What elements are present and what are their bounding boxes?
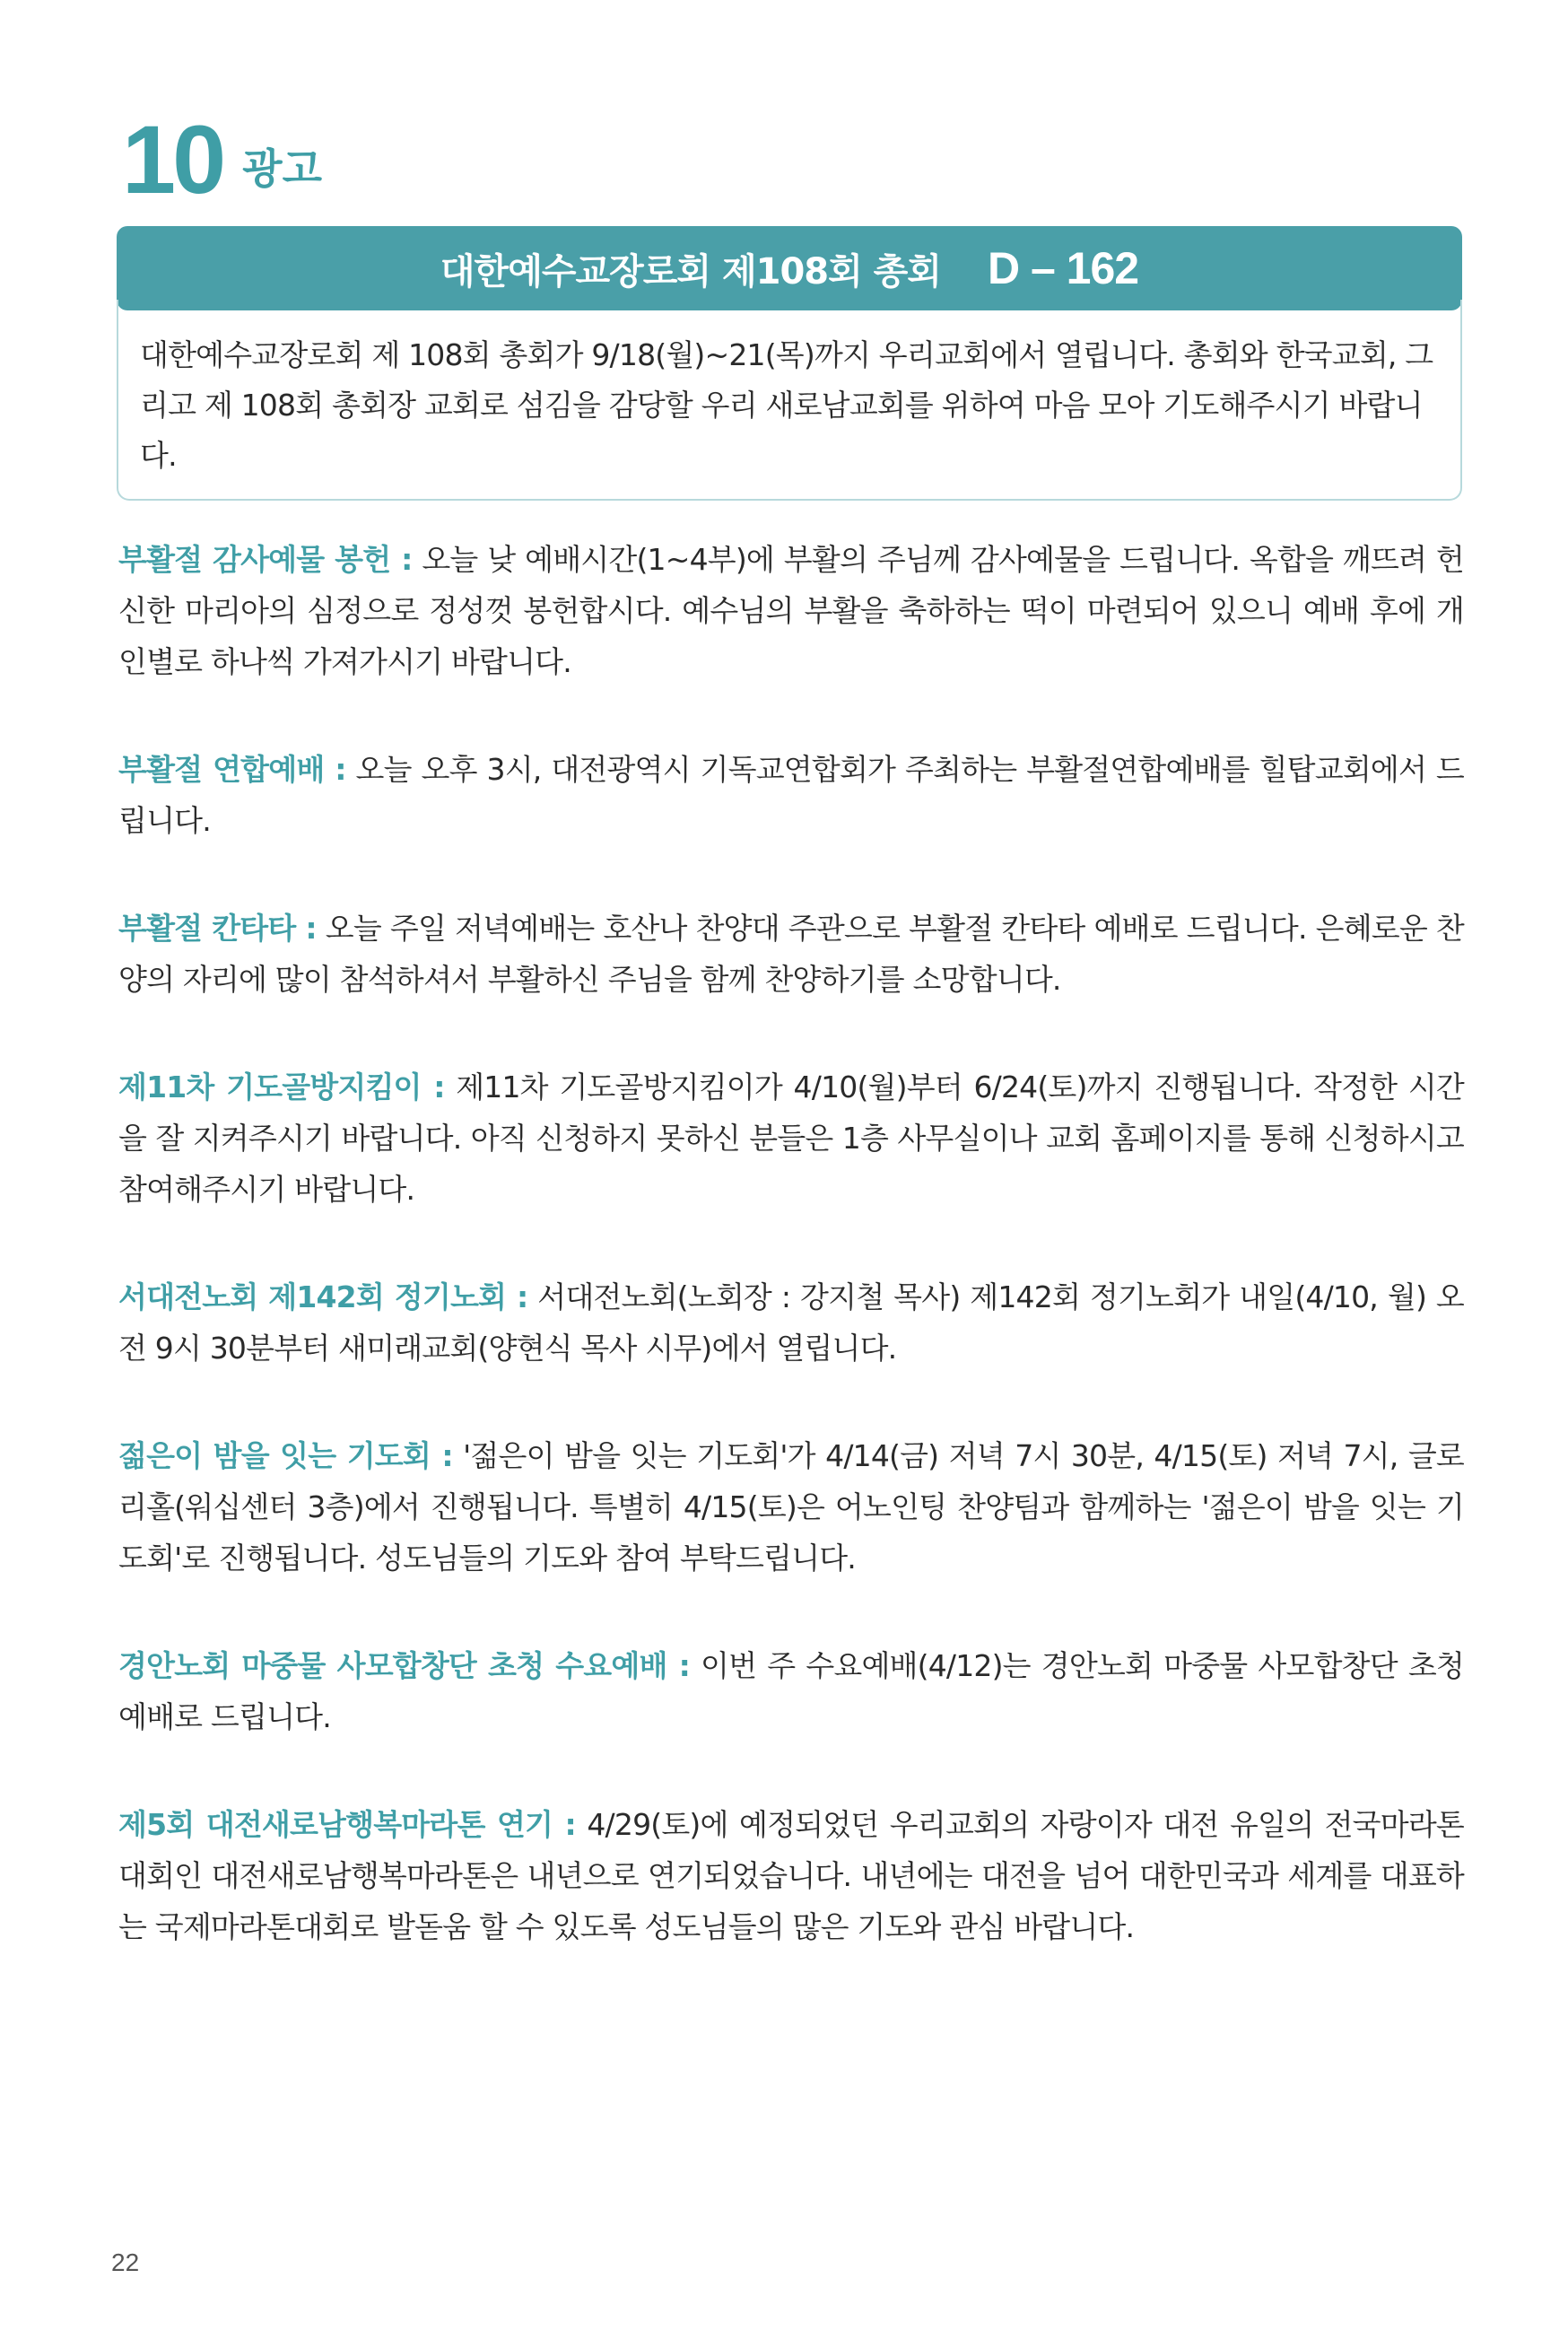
- notice-title: 제5회 대전새로남행복마라톤 연기 :: [118, 1807, 576, 1842]
- notice-item: [118, 1430, 1464, 1584]
- footer-page-number: 22: [111, 2248, 140, 2276]
- banner-header: [117, 226, 1462, 310]
- notice-text: 제11차 기도골방지킴이가 4/10(월)부터 6/24(토)까지 진행됩니다. 작정한 시간을 잘 지켜주시기 바랍니다. 아직 신청하지 못하신 분들은 1층 사무실이나 교회 홈페이지를 통해 신청하시고 참여해주시기 바랍니다.: [118, 1069, 1464, 1207]
- notice-title: 부활절 연합예배 :: [118, 752, 346, 787]
- page-header: [122, 105, 323, 214]
- notice-text: 오늘 오후 3시, 대전광역시 기독교연합회가 주최하는 부활절연합예배를 힐탑교회에서 드립니다.: [118, 752, 1464, 838]
- notice-title: 서대전노회 제142회 정기노회 :: [118, 1279, 528, 1314]
- notice-text: 오늘 낮 예배시간(1~4부)에 부활의 주님께 감사예물을 드립니다. 옥합을 깨뜨려 헌신한 마리아의 심정으로 정성껏 봉헌합시다. 예수님의 부활을 축하하는 떡이 마련되어 있으니 예배 후에 개인별로 하나씩 가져가시기 바랍니다.: [118, 542, 1464, 679]
- notice-item: [118, 744, 1464, 846]
- notice-item: [118, 1640, 1464, 1742]
- banner-title: 대한예수교장로회 제108회 총회: [440, 250, 941, 292]
- notice-item: [118, 534, 1464, 687]
- notice-item: [118, 1271, 1464, 1374]
- assembly-banner: [117, 226, 1462, 501]
- notice-text: 4/29(토)에 예정되었던 우리교회의 자랑이자 대전 유일의 전국마라톤대회인 대전새로남행복마라톤은 내년으로 연기되었습니다. 내년에는 대전을 넘어 대한민국과 세계를 대표하는 국제마라톤대회로 발돋움 할 수 있도록 성도님들의 많은 기도와 관심 바랍니다.: [118, 1807, 1464, 1944]
- notice-text: 서대전노회(노회장 : 강지철 목사) 제142회 정기노회가 내일(4/10, 월) 오전 9시 30분부터 새미래교회(양현식 목사 시무)에서 열립니다.: [118, 1279, 1464, 1366]
- notice-item: [118, 1061, 1464, 1215]
- notice-item: [118, 903, 1464, 1005]
- section-title: 광고: [242, 144, 323, 193]
- notice-title: 경안노회 마중물 사모합창단 초청 수요예배 :: [118, 1648, 690, 1683]
- notice-text: 오늘 주일 저녁예배는 호산나 찬양대 주관으로 부활절 칸타타 예배로 드립니다. 은혜로운 찬양의 자리에 많이 참석하셔서 부활하신 주님을 함께 찬양하기를 소망합니다.: [118, 911, 1464, 997]
- notice-title: 부활절 감사예물 봉헌 :: [118, 542, 413, 577]
- notice-title: 제11차 기도골방지킴이 :: [118, 1069, 445, 1104]
- notice-text: 이번 주 수요예배(4/12)는 경안노회 마중물 사모합창단 초청예배로 드립니다.: [118, 1648, 1464, 1734]
- page-number: 10: [122, 105, 223, 214]
- notice-item: [118, 1799, 1464, 1952]
- notice-title: 젊은이 밤을 잇는 기도회 :: [118, 1438, 453, 1473]
- notice-text: '젊은이 밤을 잇는 기도회'가 4/14(금) 저녁 7시 30분, 4/15(토) 저녁 7시, 글로리홀(워십센터 3층)에서 진행됩니다. 특별히 4/15(토)은 어노인팅 찬양팀과 함께하는 '젊은이 밤을 잇는 기도회'로 진행됩니다. 성도님들의 기도와 참여 부탁드립니다.: [118, 1438, 1464, 1576]
- notice-list: [118, 534, 1464, 2009]
- banner-body: 대한예수교장로회 제 108회 총회가 9/18(월)~21(목)까지 우리교회에서 열립니다. 총회와 한국교회, 그리고 제 108회 총회장 교회로 섬김을 감당할 우리 새로남교회를 위하여 마음 모아 기도해주시기 바랍니다.: [117, 300, 1462, 501]
- dday-counter: D – 162: [987, 243, 1139, 293]
- notice-title: 부활절 칸타타 :: [118, 911, 317, 946]
